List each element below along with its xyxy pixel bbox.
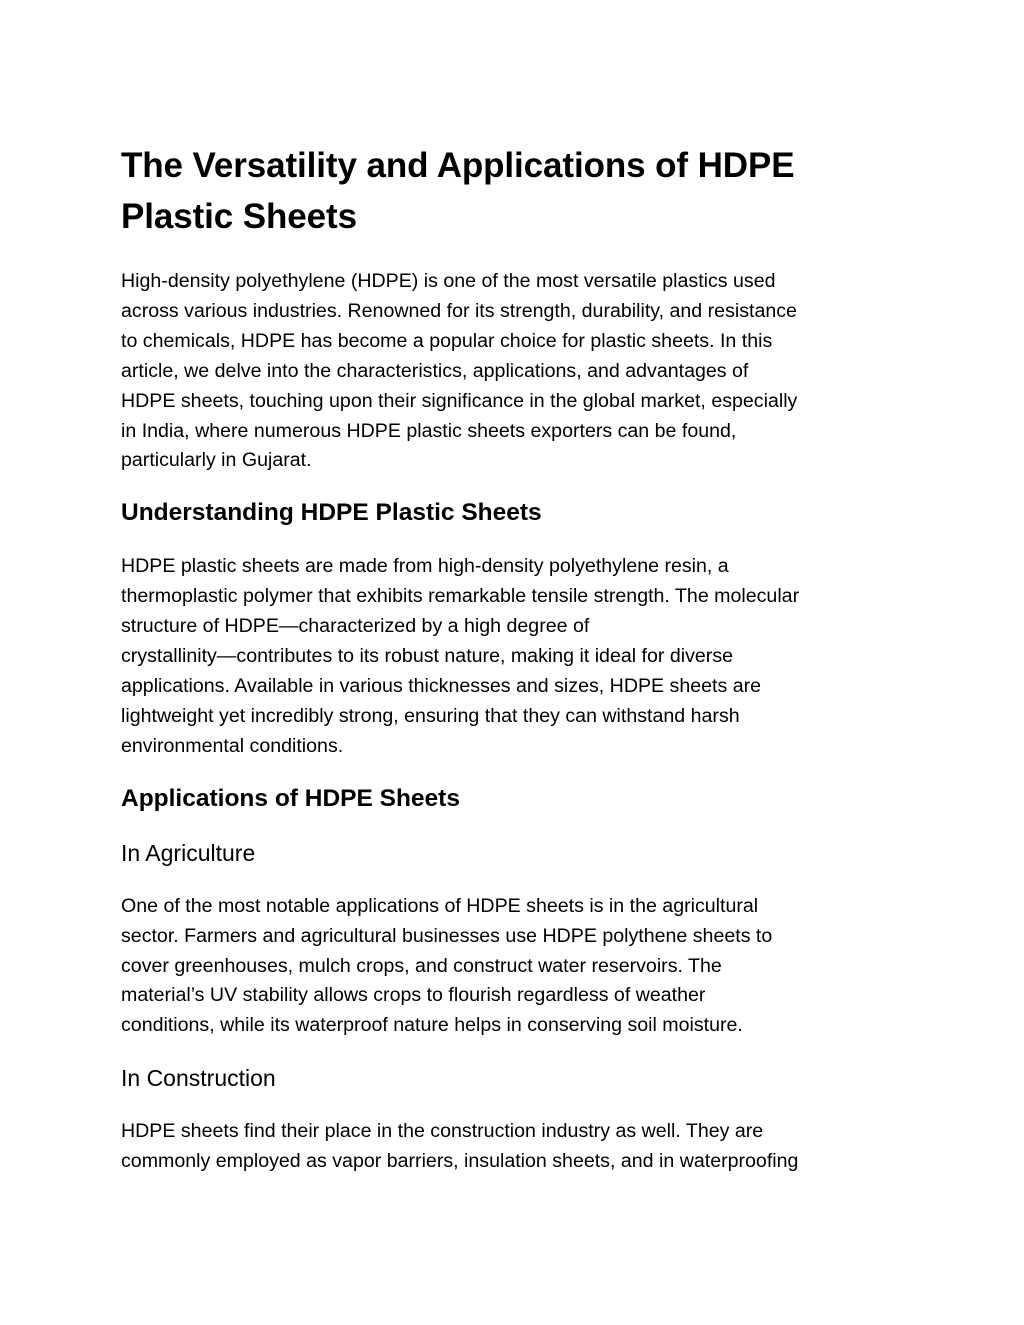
- construction-paragraph: [121, 1117, 911, 1177]
- paragraph-line: HDPE plastic sheets are made from high-density polyethylene resin, a: [121, 555, 729, 578]
- paragraph-line: High-density polyethylene (HDPE) is one of the most versatile plastics used: [121, 270, 776, 292]
- document-page: [121, 140, 911, 1199]
- paragraph-line: structure of HDPE—characterized by a high degree of: [121, 615, 590, 638]
- paragraph-line: crystallinity—contributes to its robust nature, making it ideal for diverse: [121, 645, 734, 668]
- paragraph-line: to chemicals, HDPE has become a popular choice for plastic sheets. In this: [121, 329, 773, 352]
- paragraph-line: environmental conditions.: [121, 734, 344, 757]
- paragraph-line: material’s UV stability allows crops to flourish regardless of weather: [121, 984, 706, 1007]
- document-title: The Versatility and Applications of HDPE Plastic Sheets: [121, 146, 795, 236]
- paragraph-line: in India, where numerous HDPE plastic sheets exporters can be found,: [121, 419, 737, 442]
- understanding-paragraph: [121, 552, 911, 761]
- paragraph-line: applications. Available in various thicknesses and sizes, HDPE sheets are: [121, 674, 762, 697]
- intro-paragraph: [121, 267, 911, 476]
- paragraph-line: thermoplastic polymer that exhibits remarkable tensile strength. The molecular: [121, 585, 800, 608]
- paragraph-line: sector. Farmers and agricultural businesses use HDPE polythene sheets to: [121, 924, 773, 947]
- paragraph-line: cover greenhouses, mulch crops, and construct water reservoirs. The: [121, 954, 722, 977]
- paragraph-line: across various industries. Renowned for its strength, durability, and resistance: [121, 299, 797, 322]
- paragraph-line: particularly in Gujarat.: [121, 449, 312, 472]
- paragraph-line: conditions, while its waterproof nature helps in conserving soil moisture.: [121, 1014, 743, 1037]
- paragraph-line: HDPE sheets, touching upon their significance in the global market, especially: [121, 389, 798, 412]
- paragraph-line: lightweight yet incredibly strong, ensuring that they can withstand harsh: [121, 704, 740, 727]
- section-heading-understanding: Understanding HDPE Plastic Sheets: [121, 499, 542, 527]
- section-heading-applications: Applications of HDPE Sheets: [121, 784, 460, 812]
- paragraph-line: article, we delve into the characteristics, applications, and advantages of: [121, 359, 749, 382]
- agriculture-paragraph: [121, 892, 911, 1042]
- subsection-heading-construction: In Construction: [121, 1065, 276, 1092]
- paragraph-line: One of the most notable applications of HDPE sheets is in the agricultural: [121, 894, 759, 917]
- subsection-heading-agriculture: In Agriculture: [121, 839, 256, 866]
- paragraph-line: HDPE sheets find their place in the construction industry as well. They are: [121, 1120, 764, 1143]
- paragraph-line: commonly employed as vapor barriers, insulation sheets, and in waterproofing: [121, 1150, 799, 1173]
